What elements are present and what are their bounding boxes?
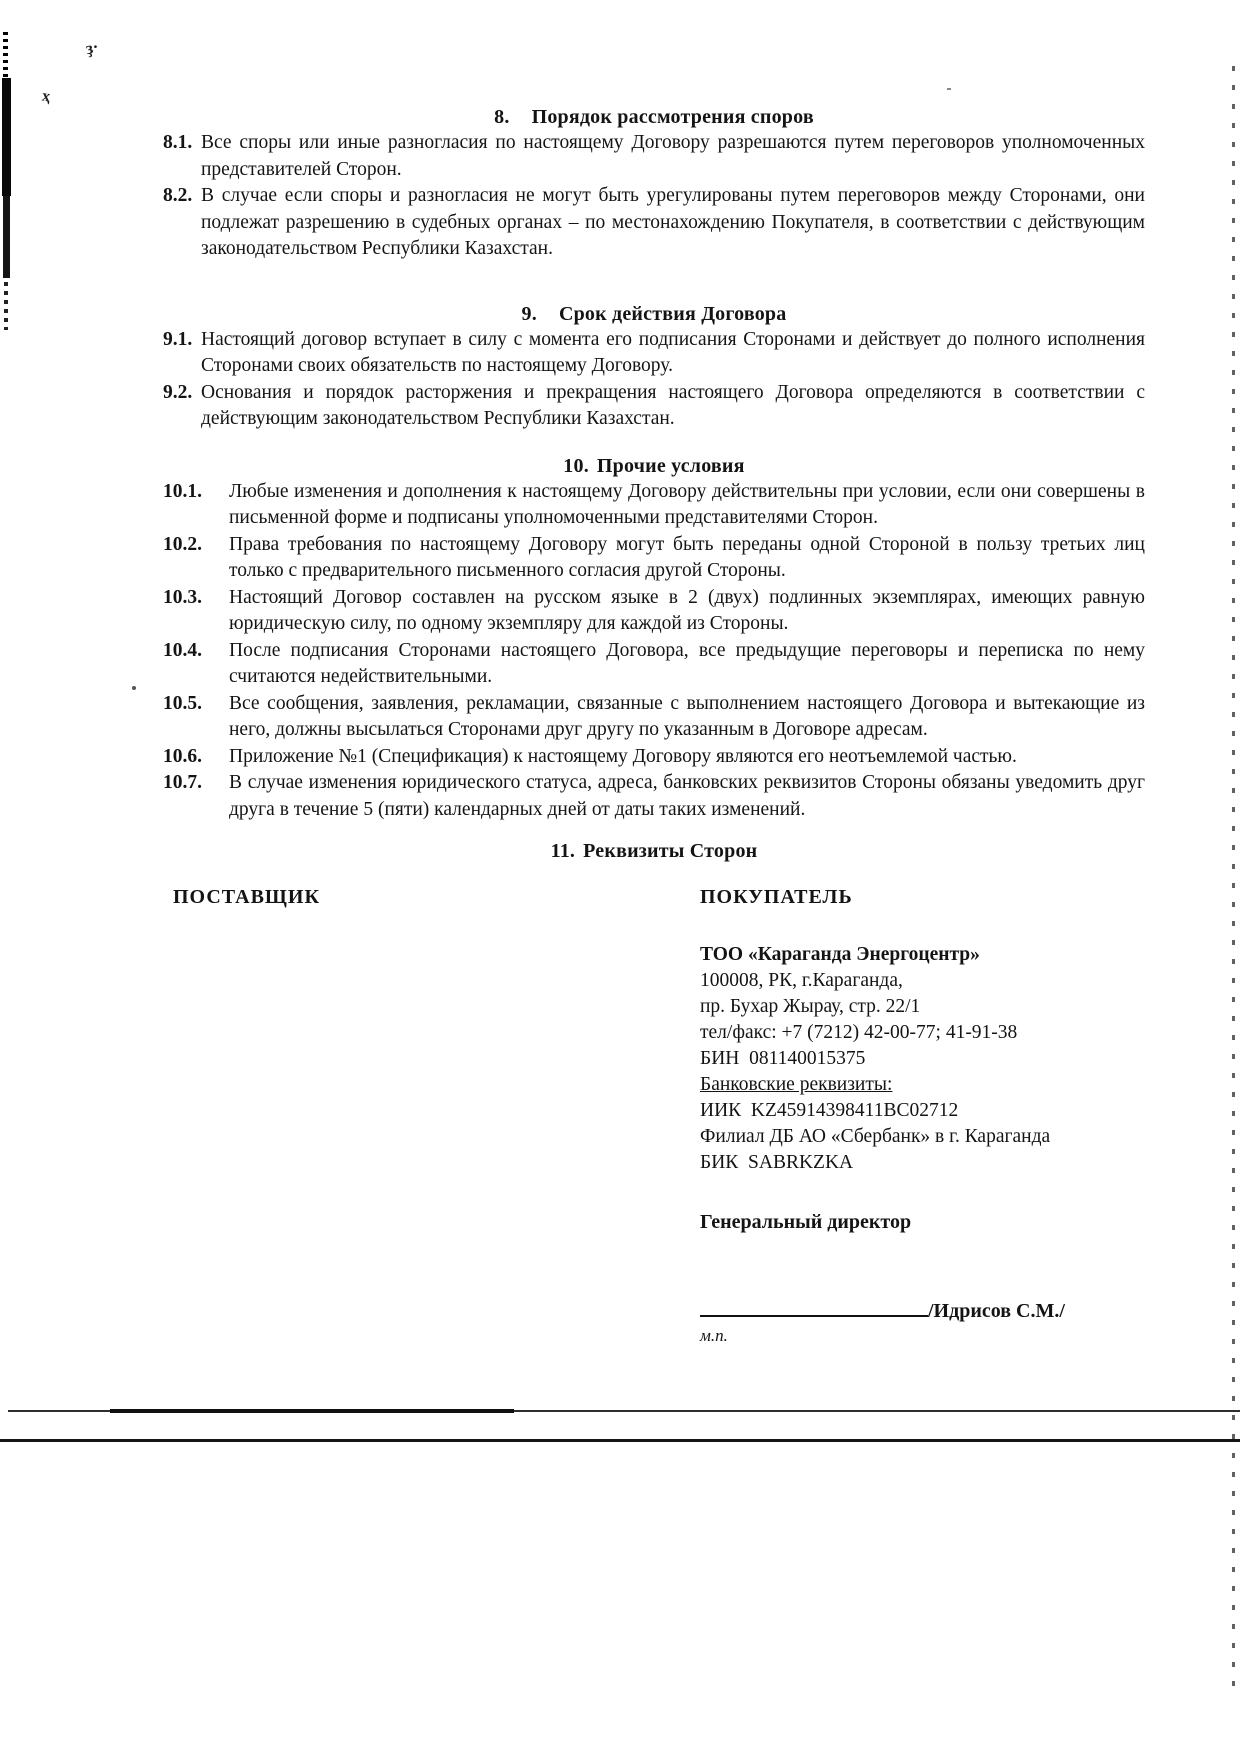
buyer-iik: ИИК KZ45914398411BC02712 [700,1100,959,1121]
clause-9-1 [163,327,1145,380]
signatory-title: Генеральный директор [700,1211,912,1233]
buyer-postal-city: 100008, РК, г.Караганда, [700,970,903,991]
clause-number: 9.2. [163,381,193,403]
requisites-columns [163,884,1145,1347]
scan-edge-bar-segment [2,78,11,196]
clause-9-2 [163,380,1145,433]
clause-number: 8.2. [163,185,193,206]
clause-8-2 [163,183,1145,263]
section-number: 10. [563,454,589,477]
clause-10-4 [163,638,1145,691]
buyer-street-address: пр. Бухар Жырау, стр. 22/1 [700,996,921,1017]
signature-row [700,1295,1145,1325]
clause-text: Приложение №1 (Спецификация) к настоящему Договору являются его неотъемлемой частью. [229,745,1017,767]
clause-number: 10.6. [163,745,202,767]
buyer-heading: ПОКУПАТЕЛЬ [700,886,853,908]
scan-edge-bar-segment [4,282,8,330]
clause-text: В случае если споры и разногласия не могут быть урегулированы путем переговоров между Сторонами, они подлежат разрешению в судебных органах – по местонахождению Покупателя, в соответствии с действующим законодательством Республики Казахстан. [201,185,1145,259]
section-title: Срок действия Договора [558,302,787,325]
section-title: Порядок рассмотрения споров [531,106,814,128]
bottom-divider-line-thin-dark-segment [110,1409,514,1413]
clause-text: Все споры или иные разногласия по настоящему Договору разрешаются путем переговоров уполномоченных представителей Сторон. [201,132,1145,180]
clause-number: 10.1. [163,480,202,502]
clause-text: Основания и порядок расторжения и прекращения настоящего Договора определяются в соответствии с действующим законодательством Республики Казахстан. [201,381,1145,429]
signatory-name: /Идрисов С.М./ [928,1300,1065,1322]
handwritten-mark: ҳ [40,87,52,106]
section-number: 8. [494,106,510,128]
clause-text: Права требования по настоящему Договору могут быть переданы одной Стороной в пользу третьих лиц только с предварительного письменного согласия другой Стороны. [229,533,1145,581]
section-heading-10 [163,453,1145,479]
clause-text: Настоящий Договор составлен на русском языке в 2 (двух) подлинных экземплярах, имеющих равную юридическую силу, по одному экземпляру для каждой из Стороны. [229,586,1145,634]
seal-place-note: м.п. [700,1326,728,1345]
contract-body [163,0,1145,1347]
scan-edge-bar-segment [3,32,8,78]
clause-text: Все сообщения, заявления, рекламации, связанные с выполнением настоящего Договора и вытекающие из него, должны высылаться Сторонами друг другу по указанным в Договоре адресам. [229,692,1145,740]
section-title: Реквизиты Сторон [583,840,758,862]
clause-number: 10.4. [163,639,202,661]
section-title: Прочие условия [596,454,745,477]
section-heading-11 [163,838,1145,864]
clause-number: 10.3. [163,586,202,608]
section-number: 9. [521,302,537,325]
clause-number: 9.1. [163,328,193,350]
buyer-details [700,942,1145,1176]
buyer-bin: БИН 081140015375 [700,1048,866,1069]
clause-10-6 [163,744,1145,771]
clause-number: 10.7. [163,772,202,793]
clause-text: После подписания Сторонами настоящего Договора, все предыдущие переговоры и переписка по нему считаются недействительными. [229,639,1145,687]
clause-text: Настоящий договор вступает в силу с момента его подписания Сторонами и действует до полного исполнения Сторонами своих обязательств по настоящему Договору. [201,328,1145,376]
clause-text: Любые изменения и дополнения к настоящему Договору действительны при условии, если они совершены в письменной форме и подписаны уполномоченными представителями Сторон. [229,480,1145,528]
buyer-company-name: ТОО «Караганда Энергоцентр» [700,944,980,965]
section-heading-9 [163,301,1145,327]
clause-8-1 [163,130,1145,183]
scan-edge-bar-segment [3,196,10,278]
buyer-phone-fax: тел/факс: +7 (7212) 42-00-77; 41-91-38 [700,1022,1018,1043]
clause-10-1 [163,479,1145,532]
clause-text: В случае изменения юридического статуса, адреса, банковских реквизитов Стороны обязаны уведомить друг друга в течение 5 (пяти) календарных дней от даты таких изменений. [229,772,1145,820]
buyer-bank-branch: Филиал ДБ АО «Сбербанк» в г. Караганда [700,1126,1051,1147]
section-number: 11. [550,840,576,862]
buyer-bik: БИК SABRKZKA [700,1152,854,1173]
clause-number: 10.2. [163,533,202,555]
clause-number: 8.1. [163,132,193,153]
buyer-bank-details-heading: Банковские реквизиты: [700,1074,893,1095]
buyer-column [700,884,1145,1347]
clause-10-5 [163,691,1145,744]
handwritten-mark: ҙ· [84,36,101,59]
clause-10-7 [163,770,1145,823]
bottom-divider-line-thick [0,1439,1240,1442]
scan-edge-dashed-line [1232,66,1235,1696]
supplier-column [163,884,700,1347]
clause-number: 10.5. [163,692,202,714]
scan-speck [132,686,136,690]
clause-10-3 [163,585,1145,638]
clause-10-2 [163,532,1145,585]
signature-line [700,1295,928,1317]
section-heading-8 [163,104,1145,130]
supplier-heading: ПОСТАВЩИК [173,886,320,908]
